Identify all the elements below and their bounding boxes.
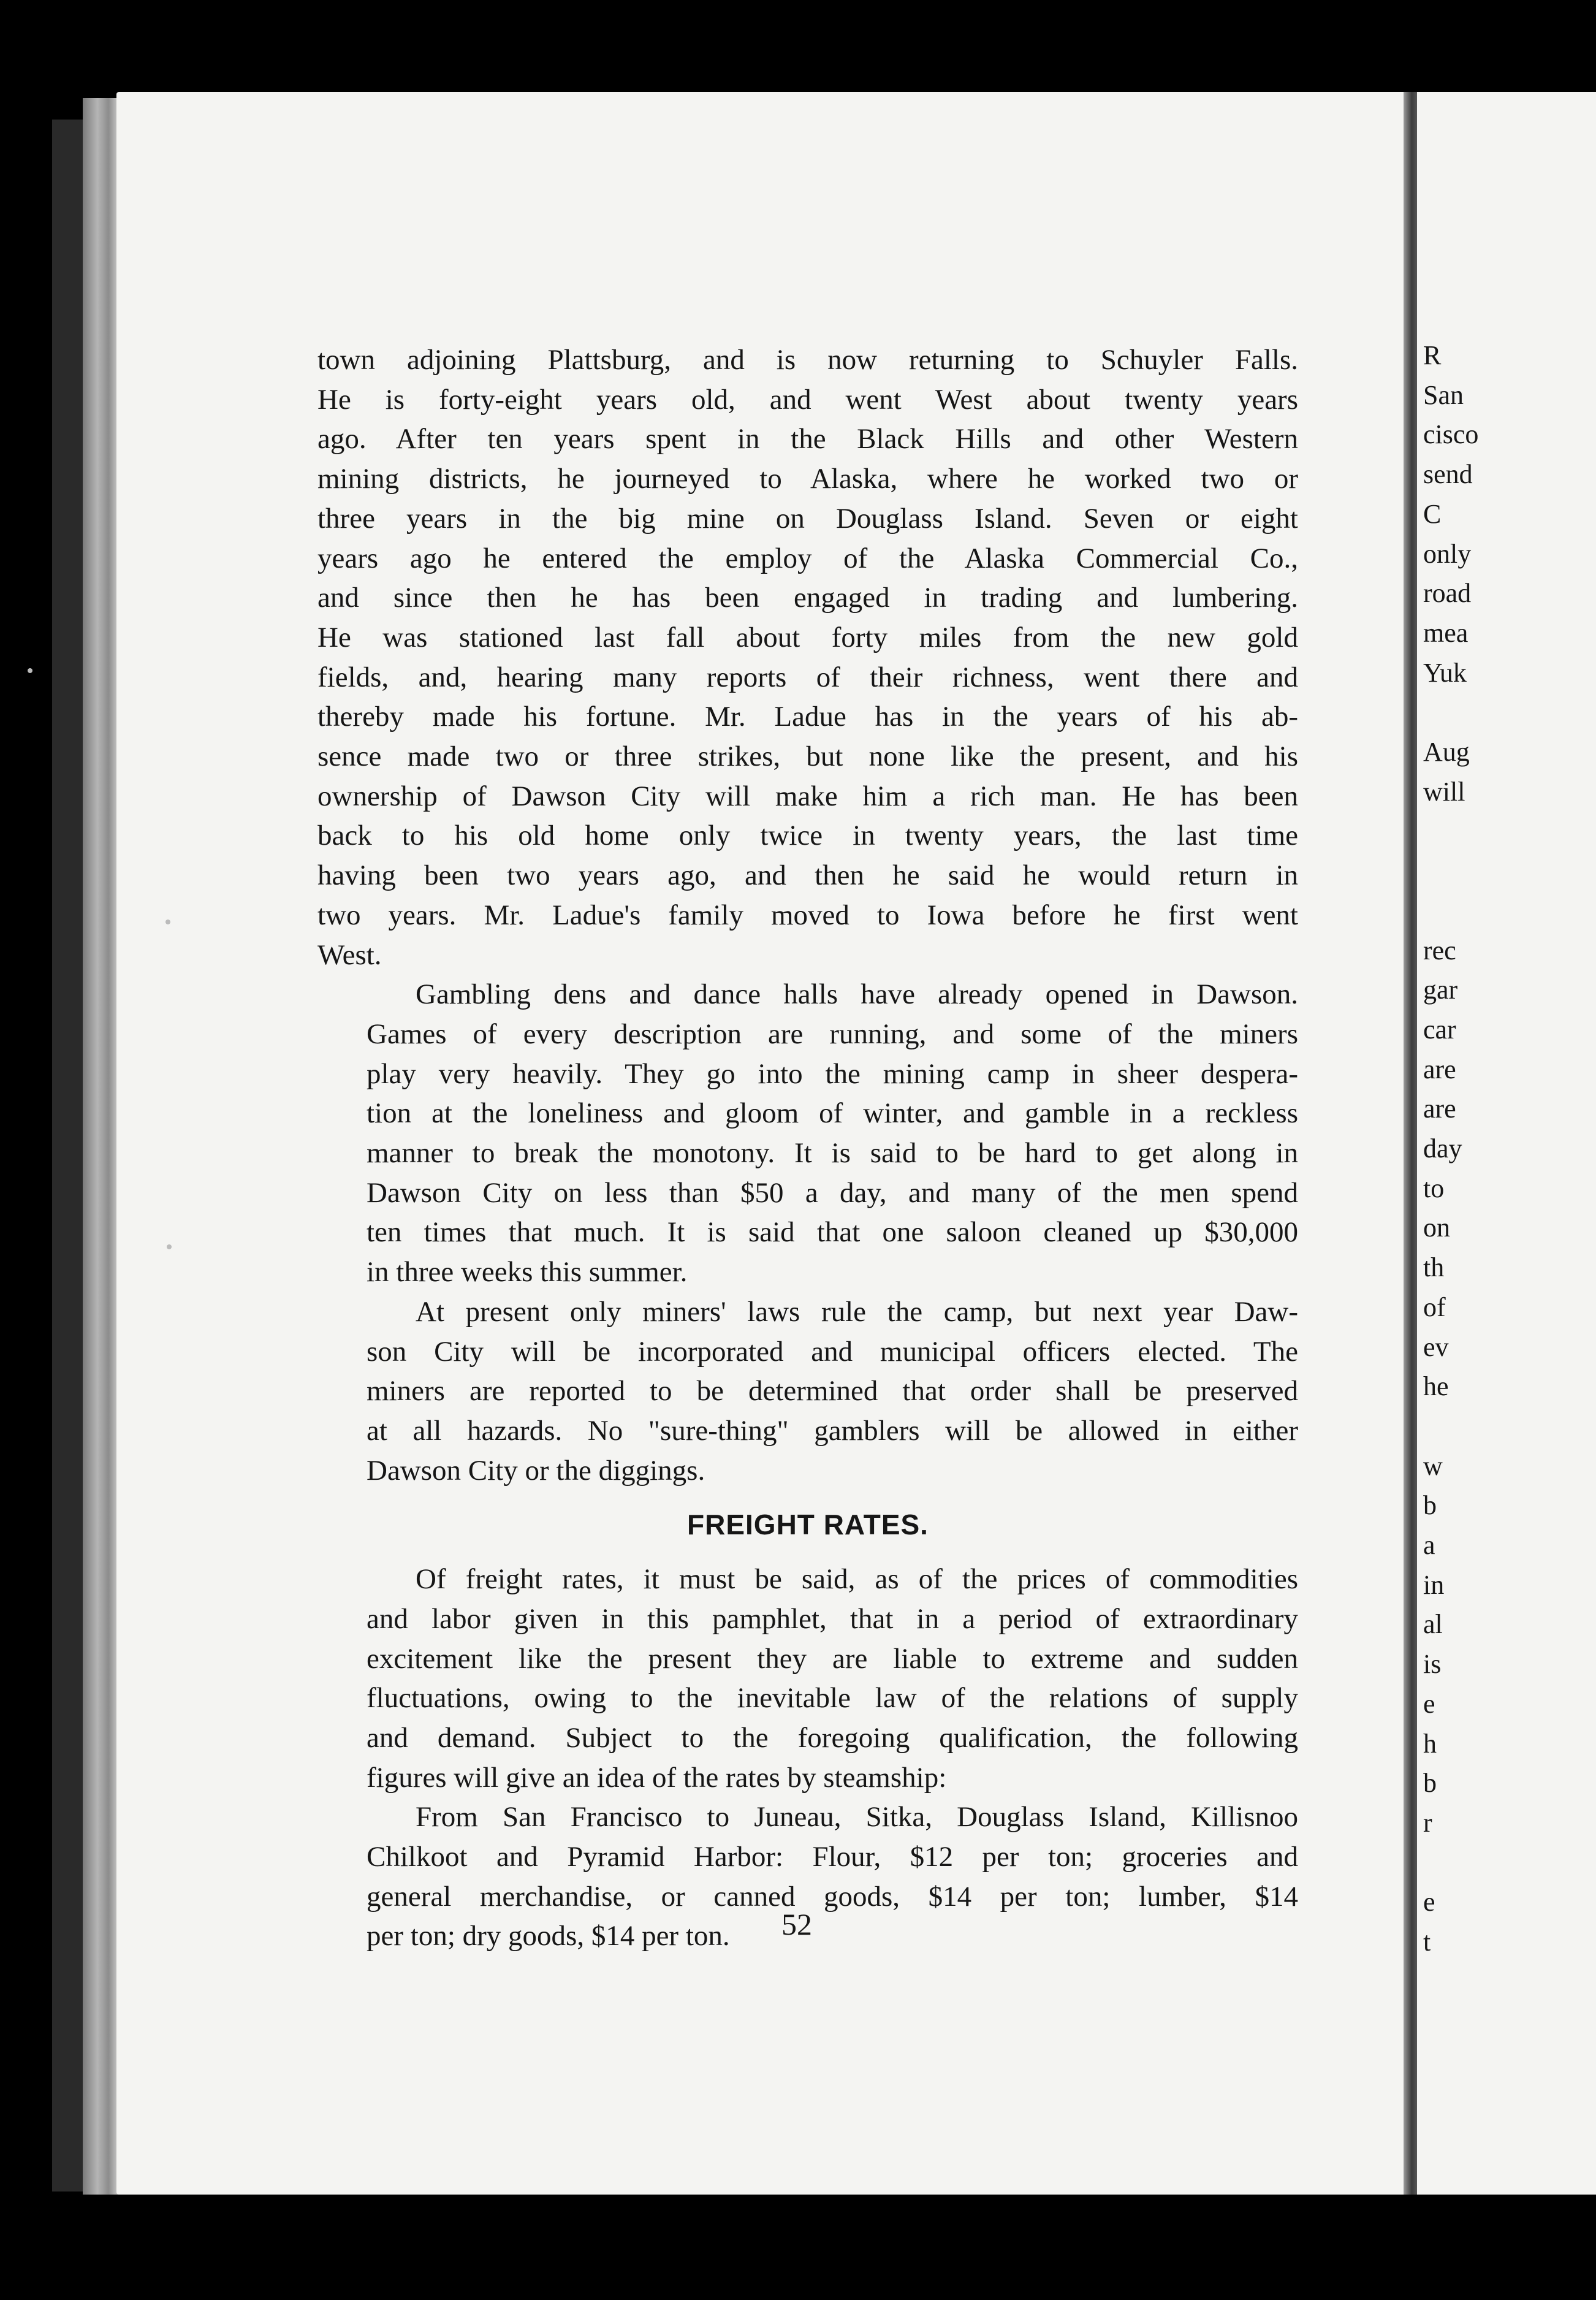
text-line: He is forty-eight years old, and went West about twenty years: [317, 383, 1298, 416]
text-line: per ton; dry goods, $14 per ton.: [367, 1920, 730, 1952]
page-number: 52: [781, 1907, 812, 1941]
text-line: in three weeks this summer.: [367, 1256, 688, 1289]
text-line: Games of every description are running, and some of the miners: [367, 1018, 1298, 1050]
text-line: ownership of Dawson City will make him a rich man. He has been: [317, 780, 1298, 812]
text-line: miners are reported to be determined that order shall be preserved: [367, 1375, 1298, 1407]
text-line: town adjoining Plattsburg, and is now returning to Schuyler Falls.: [317, 344, 1298, 376]
right-page-fragment: in: [1423, 1569, 1445, 1600]
right-page-fragment: is: [1423, 1649, 1442, 1680]
right-page-fragment: a: [1423, 1530, 1435, 1560]
right-page-fragment: b: [1423, 1490, 1437, 1521]
right-page-fragment: send: [1423, 459, 1473, 490]
scan-speck: [167, 1244, 172, 1249]
text-line: Of freight rates, it must be said, as of the prices of commodities: [416, 1563, 1298, 1596]
text-line: thereby made his fortune. Mr. Ladue has in the years of his ab-: [317, 701, 1298, 733]
right-page-fragment: e: [1423, 1688, 1435, 1719]
right-page-fragment: r: [1423, 1807, 1432, 1838]
right-page-fragment: car: [1423, 1014, 1456, 1045]
book-page-edges: [83, 98, 120, 2195]
text-line: having been two years ago, and then he said he would return in: [317, 859, 1298, 892]
text-line: excitement like the present they are liable to extreme and sudden: [367, 1642, 1298, 1675]
book-spine-shadow: [52, 120, 83, 2191]
right-page-fragment: only: [1423, 538, 1472, 569]
scan-speck: [28, 668, 32, 673]
right-page-fragment: t: [1423, 1927, 1431, 1957]
text-line: West.: [317, 939, 382, 971]
paragraph: [317, 1292, 1298, 1491]
text-line: Dawson City or the diggings.: [367, 1454, 705, 1487]
right-page-fragment: Aug: [1423, 737, 1470, 767]
right-page-fragment: th: [1423, 1252, 1445, 1283]
right-page-fragment: h: [1423, 1728, 1437, 1759]
right-page-fragment: e: [1423, 1887, 1435, 1917]
page-body-text: [317, 340, 1298, 1956]
right-page-fragment: to: [1423, 1173, 1445, 1203]
right-page-fragment: road: [1423, 578, 1472, 609]
paragraph: [317, 340, 1298, 975]
right-page-fragment: of: [1423, 1292, 1446, 1322]
text-line: and labor given in this pamphlet, that in a period of extraordinary: [367, 1602, 1298, 1635]
right-page-fragment: b: [1423, 1768, 1437, 1799]
text-line: son City will be incorporated and municipal officers elected. The: [367, 1335, 1298, 1368]
text-line: fields, and, hearing many reports of their richness, went there and: [317, 661, 1298, 693]
right-page-fragment: he: [1423, 1371, 1449, 1402]
right-page-fragment: mea: [1423, 617, 1469, 648]
text-line: general merchandise, or canned goods, $14 per ton; lumber, $14: [367, 1880, 1298, 1913]
right-page-fragment: w: [1423, 1450, 1443, 1481]
section-heading: FREIGHT RATES.: [687, 1509, 929, 1541]
right-page-fragment: day: [1423, 1133, 1462, 1163]
text-line: Chilkoot and Pyramid Harbor: Flour, $12 per ton; groceries and: [367, 1841, 1298, 1873]
text-line: at all hazards. No "sure-thing" gamblers will be allowed in either: [367, 1414, 1298, 1447]
text-line: manner to break the monotony. It is said to be hard to get along in: [367, 1137, 1298, 1170]
text-line: years ago he entered the employ of the Alaska Commercial Co.,: [317, 542, 1298, 574]
text-line: From San Francisco to Juneau, Sitka, Douglass Island, Killisnoo: [416, 1801, 1298, 1834]
right-page-fragment: on: [1423, 1213, 1450, 1243]
right-page-fragment: gar: [1423, 975, 1458, 1005]
text-line: ten times that much. It is said that one saloon cleaned up $30,000: [367, 1216, 1298, 1249]
right-page-fragment: will: [1423, 776, 1465, 807]
paragraph: [317, 975, 1298, 1292]
text-line: tion at the loneliness and gloom of winter, and gamble in a reckless: [367, 1097, 1298, 1130]
text-line: Dawson City on less than $50 a day, and many of the men spend: [367, 1176, 1298, 1209]
text-line: Gambling dens and dance halls have already opened in Dawson.: [416, 978, 1298, 1011]
right-page-fragment: cisco: [1423, 419, 1479, 450]
text-line: ago. After ten years spent in the Black Hills and other Western: [317, 423, 1298, 455]
text-line: two years. Mr. Ladue's family moved to Iowa before he first went: [317, 899, 1298, 931]
text-line: three years in the big mine on Douglass Island. Seven or eight: [317, 502, 1298, 535]
text-line: back to his old home only twice in twenty years, the last time: [317, 820, 1298, 852]
text-line: and since then he has been engaged in trading and lumbering.: [317, 582, 1298, 614]
text-line: play very heavily. They go into the mining camp in sheer despera-: [367, 1057, 1298, 1090]
right-page-fragment: rec: [1423, 935, 1456, 965]
text-line: He was stationed last fall about forty miles from the new gold: [317, 621, 1298, 653]
right-page-fragment: San: [1423, 379, 1464, 410]
text-line: and demand. Subject to the foregoing qualification, the following: [367, 1721, 1298, 1754]
text-line: fluctuations, owing to the inevitable law of the relations of supply: [367, 1682, 1298, 1715]
right-page-fragment: Yuk: [1423, 657, 1467, 688]
text-line: figures will give an idea of the rates by steamship:: [367, 1761, 947, 1794]
right-page-fragment: ev: [1423, 1331, 1449, 1362]
book-gutter: [1404, 92, 1417, 2195]
text-line: mining districts, he journeyed to Alaska, where he worked two or: [317, 463, 1298, 495]
right-page-fragment: are: [1423, 1054, 1456, 1084]
scan-speck: [165, 920, 170, 924]
text-line: sence made two or three strikes, but none like the present, and his: [317, 741, 1298, 773]
right-page-fragment: C: [1423, 498, 1442, 529]
right-page-fragment: R: [1423, 340, 1442, 370]
right-page-fragment: al: [1423, 1609, 1443, 1640]
right-page-fragment: are: [1423, 1094, 1456, 1124]
text-line: At present only miners' laws rule the camp, but next year Daw-: [416, 1295, 1298, 1328]
paragraph: [317, 1559, 1298, 1797]
